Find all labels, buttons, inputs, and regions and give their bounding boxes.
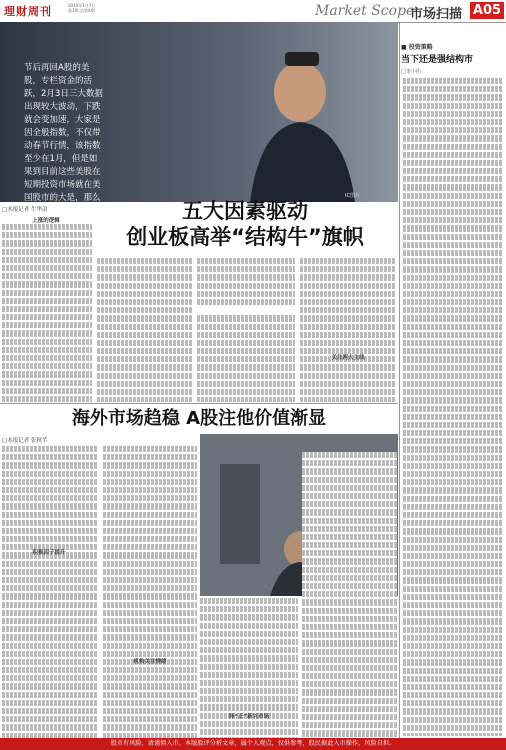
sidebar-tag: ■ 投资策略: [401, 44, 433, 51]
article-2-col-2: [103, 446, 197, 738]
sidebar-divider: [399, 22, 400, 738]
issue-number: 第1期 总第X期: [68, 8, 95, 13]
article-2-col-4: [302, 452, 397, 738]
subhead-2-3: 择“正”新兴市场: [228, 714, 270, 720]
article-1-col-2: [97, 258, 192, 402]
divider: [0, 403, 398, 404]
headline-1: 五大因素驱动 创业板高举“结构牛”旗帜: [126, 199, 364, 249]
page-header: [0, 0, 506, 23]
section-title-en: Market Scope: [315, 3, 415, 19]
pull-quote: 节后再回A股的美股，专栏资金的活跃，2月3日三大数据出现较大波动，下跌就会变加速，大家是因全般指数，不仅带动春节行情，该指数至少在1月，但是如果到目前这些美股在短期投资市场就在美国股市的大是，那么: [24, 63, 103, 202]
subhead-1-1: 上涨的逻辑: [32, 218, 60, 224]
masthead-logo: 理财周刊: [4, 5, 52, 18]
byline-2: □本报记者 张秋芊: [2, 438, 48, 444]
article-1-col-1: [2, 224, 92, 402]
footer-disclaimer: 股市有风险，请谨慎入市。本版股评分析文章，属个人观点，仅供参考，股民据此入市操作，风险自担。: [0, 738, 506, 750]
headline-2: 海外市场趋稳 A股注他价值渐显: [71, 408, 327, 429]
subhead-1-3: 关注两大主线: [331, 355, 365, 361]
subhead-2-1: 积极因子提升: [32, 550, 66, 556]
article-1-col-3: [197, 258, 295, 402]
article-2-col-1: [2, 446, 98, 738]
issue-info: [68, 3, 148, 13]
issue-date: 2019年1月7日: [68, 3, 96, 8]
photo-credit: IC图片: [345, 193, 360, 199]
sidebar-author: □李小伟: [401, 69, 421, 75]
sidebar-article: [403, 78, 503, 736]
subhead-2-2: 机构关注情绪: [133, 659, 167, 665]
sidebar-title: 当下还是强结构市: [401, 55, 474, 65]
page-number: A05: [470, 2, 504, 19]
section-title-cn: 市场扫描: [410, 7, 463, 22]
top-photo: [0, 22, 398, 202]
byline-1: □本报记者 牛华浪: [2, 207, 48, 213]
article-1-col-4: [300, 258, 396, 402]
